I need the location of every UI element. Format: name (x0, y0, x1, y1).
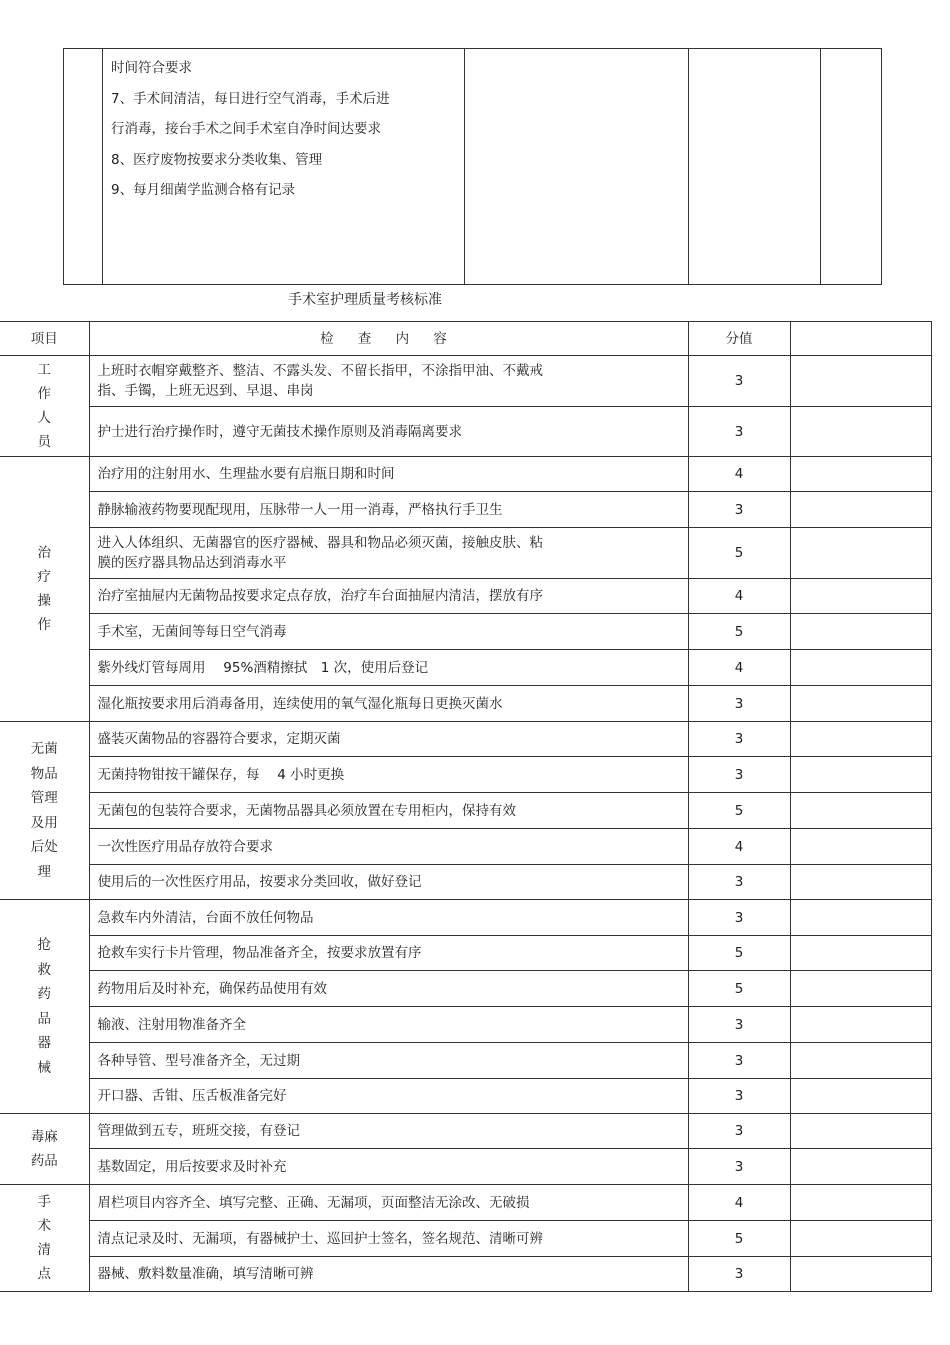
category-char: 械 (37, 1059, 51, 1076)
score-cell: 3 (688, 865, 790, 900)
category-char: 工 (37, 362, 51, 378)
header-score: 分值 (688, 322, 790, 356)
table-row (0, 1043, 931, 1079)
content-cell (89, 579, 688, 614)
blank-cell (790, 865, 931, 900)
blank-cell (790, 900, 931, 936)
table-row (0, 722, 931, 757)
table-row (0, 686, 931, 722)
score-cell: 4 (688, 579, 790, 614)
blank-cell (790, 936, 931, 971)
header-item: 项目 (0, 322, 89, 356)
blank-cell (790, 1079, 931, 1114)
category-cell (0, 1185, 89, 1292)
content-cell (89, 1079, 688, 1114)
content-line: 清点记录及时、无漏项，有器械护士、巡回护士签名，签名规范、清晰可辨 (97, 1230, 543, 1247)
content-cell (89, 865, 688, 900)
category-char: 清 (37, 1242, 51, 1258)
top-empty-cell (465, 49, 689, 285)
content-line: 护士进行治疗操作时，遵守无菌技术操作原则及消毒隔离要求 (97, 423, 462, 440)
score-cell: 3 (688, 1043, 790, 1079)
category-char: 药 (37, 986, 51, 1002)
blank-cell (790, 1114, 931, 1149)
table-row (0, 971, 931, 1007)
content-line: 基数固定，用后按要求及时补充 (97, 1158, 287, 1175)
header-content (89, 322, 688, 356)
content-line: 抢救车实行卡片管理，物品准备齐全，按要求放置有序 (97, 945, 422, 961)
content-cell (89, 971, 688, 1007)
content-cell (89, 936, 688, 971)
content-line: 输液、注射用物准备齐全 (97, 1016, 246, 1033)
content-line: 无菌持物钳按干罐保存，每 4 小时更换 (97, 766, 345, 783)
score-cell: 3 (688, 407, 790, 457)
blank-cell (790, 614, 931, 650)
category-char: 管理 (30, 790, 58, 806)
category-char: 品 (37, 1010, 51, 1027)
category-char: 理 (37, 863, 51, 880)
content-cell (89, 1043, 688, 1079)
category-char: 作 (37, 386, 51, 402)
blank-cell (790, 528, 931, 579)
content-line: 手术室，无菌间等每日空气消毒 (97, 623, 287, 640)
score-cell: 4 (688, 829, 790, 865)
category-cell (0, 900, 89, 1114)
score-cell: 3 (688, 356, 790, 407)
score-cell: 3 (688, 1114, 790, 1149)
content-line: 一次性医疗用品存放符合要求 (97, 838, 273, 855)
category-char: 物品 (30, 765, 58, 782)
score-cell: 3 (688, 686, 790, 722)
content-line: 眉栏项目内容齐全、填写完整、正确、无漏项，页面整洁无涂改、无破损 (97, 1194, 530, 1211)
blank-cell (790, 1221, 931, 1257)
top-line: 8、医疗废物按要求分类收集、管理 (111, 151, 323, 168)
content-cell (89, 492, 688, 528)
content-line: 静脉输液药物要现配现用，压脉带一人一用一消毒，严格执行手卫生 (97, 501, 503, 518)
blank-cell (790, 492, 931, 528)
assessment-table (0, 321, 932, 1292)
score-cell: 4 (688, 1185, 790, 1221)
score-cell: 3 (688, 492, 790, 528)
top-continuation-table (63, 48, 882, 285)
score-cell: 3 (688, 1007, 790, 1043)
content-cell (89, 722, 688, 757)
top-line: 行消毒，接台手术之间手术室自净时间达要求 (111, 121, 381, 137)
category-char: 救 (37, 961, 51, 978)
content-cell (89, 1221, 688, 1257)
category-cell (0, 1114, 89, 1185)
blank-cell (790, 686, 931, 722)
header-blank (790, 322, 931, 356)
content-line: 进入人体组织、无菌器官的医疗器械、器具和物品必须灭菌，接触皮肤、粘 (97, 535, 543, 551)
table-row (0, 865, 931, 900)
blank-cell (790, 457, 931, 492)
blank-cell (790, 793, 931, 829)
blank-cell (790, 971, 931, 1007)
table-row (0, 492, 931, 528)
content-line: 使用后的一次性医疗用品，按要求分类回收，做好登记 (97, 874, 422, 890)
content-cell (89, 528, 688, 579)
content-cell (89, 356, 688, 407)
content-line: 指、手镯，上班无迟到、早退、串岗 (97, 383, 314, 399)
score-cell: 3 (688, 722, 790, 757)
blank-cell (790, 579, 931, 614)
top-content-cell (103, 49, 465, 285)
category-char: 术 (37, 1218, 51, 1234)
table-row (0, 650, 931, 686)
content-cell (89, 757, 688, 793)
table-row (0, 528, 931, 579)
score-cell: 5 (688, 971, 790, 1007)
table-row (0, 829, 931, 865)
blank-cell (790, 1007, 931, 1043)
category-char: 操 (37, 593, 51, 609)
content-line: 器械、敷料数量准确，填写清晰可辨 (97, 1266, 314, 1282)
blank-cell (790, 757, 931, 793)
score-cell: 3 (688, 1257, 790, 1292)
table-row (0, 757, 931, 793)
content-cell (89, 793, 688, 829)
content-line: 治疗室抽屉内无菌物品按要求定点存放，治疗车台面抽屉内清洁，摆放有序 (97, 588, 543, 604)
content-line: 药物用后及时补充，确保药品使用有效 (97, 980, 327, 997)
category-char: 人 (37, 410, 51, 426)
table-row (0, 1114, 931, 1149)
top-content-lines (103, 49, 464, 206)
content-cell (89, 1185, 688, 1221)
content-cell (89, 457, 688, 492)
content-line: 膜的医疗器具物品达到消毒水平 (97, 555, 287, 571)
content-line: 盛装灭菌物品的容器符合要求，定期灭菌 (97, 731, 341, 747)
table-row (0, 356, 931, 407)
category-char: 点 (37, 1266, 51, 1282)
top-empty-cell (64, 49, 103, 285)
top-line: 7、手术间清洁，每日进行空气消毒，手术后进 (111, 90, 390, 107)
table-row (0, 1257, 931, 1292)
score-cell: 3 (688, 1149, 790, 1185)
score-cell: 5 (688, 1221, 790, 1257)
blank-cell (790, 356, 931, 407)
category-char: 手 (37, 1194, 51, 1210)
content-cell (89, 1007, 688, 1043)
blank-cell (790, 1043, 931, 1079)
table-row (0, 1149, 931, 1185)
table-row (0, 457, 931, 492)
blank-cell (790, 1149, 931, 1185)
score-cell: 4 (688, 650, 790, 686)
table-row (0, 793, 931, 829)
content-line: 各种导管、型号准备齐全，无过期 (97, 1052, 300, 1069)
content-cell (89, 829, 688, 865)
table-row (0, 1007, 931, 1043)
content-cell (89, 1257, 688, 1292)
score-cell: 5 (688, 793, 790, 829)
category-char: 后处 (30, 839, 58, 855)
content-cell (89, 686, 688, 722)
table-row (0, 1221, 931, 1257)
content-cell (89, 1114, 688, 1149)
top-empty-cell (821, 49, 882, 285)
category-cell (0, 457, 89, 722)
score-cell: 5 (688, 528, 790, 579)
table-row (0, 1185, 931, 1221)
category-char: 作 (37, 617, 51, 633)
category-char: 药品 (30, 1153, 58, 1169)
blank-cell (790, 1185, 931, 1221)
category-char: 员 (37, 434, 51, 450)
blank-cell (790, 1257, 931, 1292)
category-char: 毒麻 (30, 1129, 58, 1145)
category-char: 及用 (30, 814, 58, 831)
content-cell (89, 650, 688, 686)
category-cell (0, 356, 89, 457)
score-cell: 5 (688, 936, 790, 971)
score-cell: 4 (688, 457, 790, 492)
top-empty-cell (689, 49, 821, 285)
top-line: 9、每月细菌学监测合格有记录 (111, 182, 296, 198)
table-row (0, 579, 931, 614)
content-cell (89, 900, 688, 936)
table-header-row (0, 322, 931, 356)
content-cell (89, 614, 688, 650)
score-cell: 5 (688, 614, 790, 650)
score-cell: 3 (688, 757, 790, 793)
category-char: 疗 (37, 569, 51, 585)
category-char: 无菌 (30, 741, 58, 757)
category-char: 治 (37, 545, 51, 561)
category-char: 抢 (37, 937, 51, 953)
content-line: 湿化瓶按要求用后消毒备用，连续使用的氧气湿化瓶每日更换灭菌水 (97, 695, 503, 712)
content-cell (89, 1149, 688, 1185)
document-title: 手术室护理质量考核标准 (288, 292, 442, 308)
header-content-label: 检 查 内 容 (320, 330, 457, 347)
blank-cell (790, 722, 931, 757)
content-line: 开口器、舌钳、压舌板准备完好 (97, 1088, 287, 1104)
score-cell: 3 (688, 1079, 790, 1114)
blank-cell (790, 650, 931, 686)
blank-cell (790, 407, 931, 457)
content-line: 治疗用的注射用水、生理盐水要有启瓶日期和时间 (97, 466, 395, 482)
table-row (0, 407, 931, 457)
table-row (0, 1079, 931, 1114)
category-char: 器 (37, 1035, 51, 1051)
content-line: 上班时衣帽穿戴整齐、整洁、不露头发、不留长指甲，不涂指甲油、不戴戒 (97, 363, 543, 379)
table-row (0, 936, 931, 971)
content-cell (89, 407, 688, 457)
content-line: 急救车内外清洁，台面不放任何物品 (97, 909, 314, 926)
category-cell (0, 722, 89, 900)
content-line: 无菌包的包装符合要求，无菌物品器具必须放置在专用柜内，保持有效 (97, 802, 516, 819)
blank-cell (790, 829, 931, 865)
table-row (0, 614, 931, 650)
content-line: 紫外线灯管每周用 95%酒精擦拭 1 次，使用后登记 (97, 659, 429, 676)
score-cell: 3 (688, 900, 790, 936)
content-line: 管理做到五专，班班交接，有登记 (97, 1123, 300, 1139)
table-row (0, 900, 931, 936)
top-line: 时间符合要求 (111, 60, 192, 76)
